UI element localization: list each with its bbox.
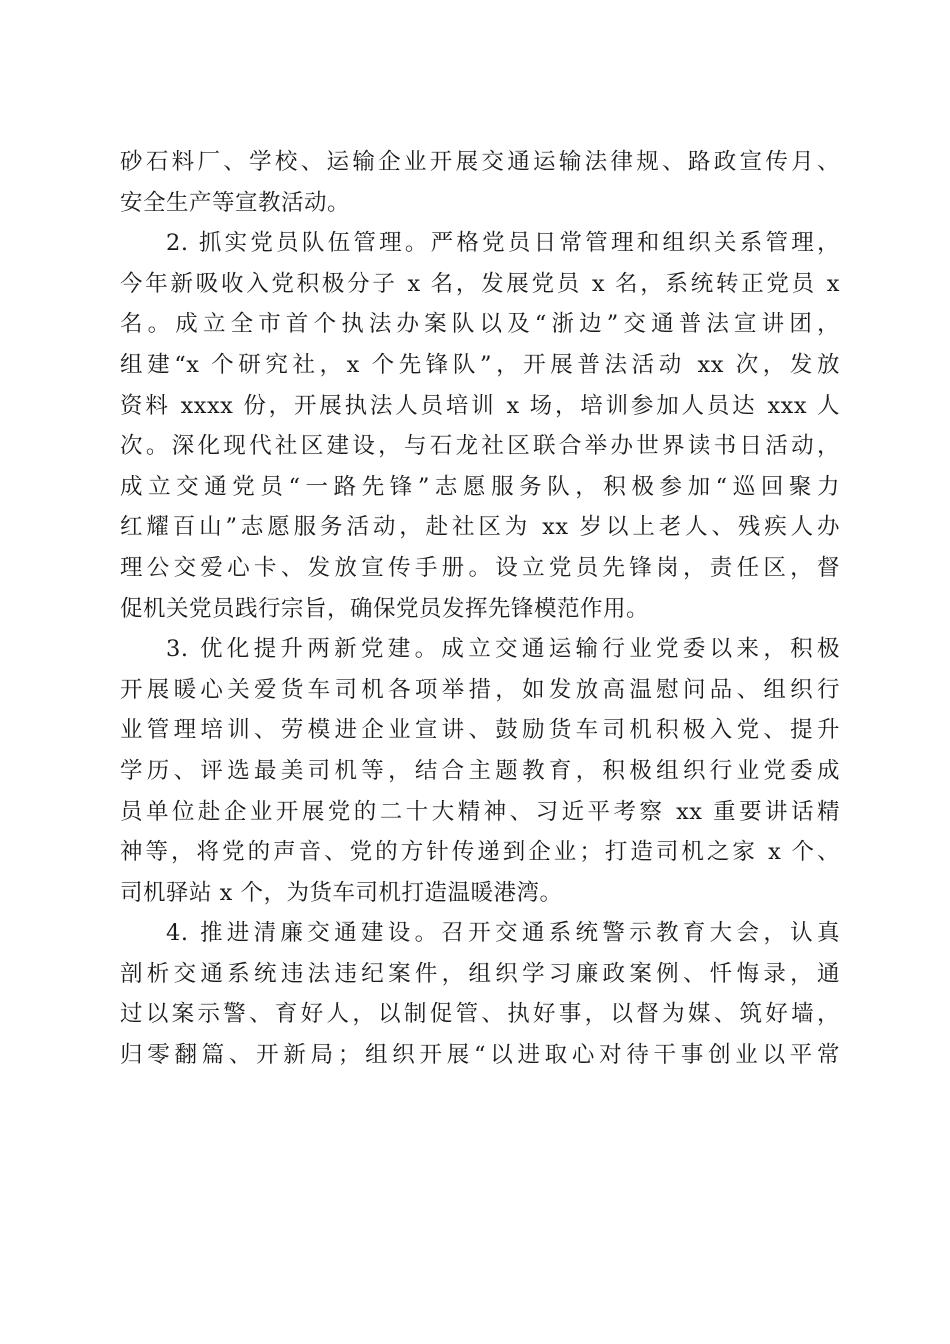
text-line: 学历、评选最美司机等，结合主题教育，积极组织行业党委成 [120,757,840,784]
text-line: 2. 抓实党员队伍管理。严格党员日常管理和组织关系管理， [166,230,840,257]
text-line: 神等，将党的声音、党的方针传递到企业；打造司机之家 x 个、 [120,839,840,866]
paragraph-party-member-management [120,223,840,629]
text-line: 4. 推进清廉交通建设。召开交通系统警示教育大会，认真 [166,920,840,947]
text-line: 红耀百山”志愿服务活动，赴社区为 xx 岁以上老人、残疾人办 [120,514,840,541]
paragraph-clean-transport [120,913,840,1075]
text-line: 归零翻篇、开新局；组织开展“以进取心对待干事创业以平常 [120,1042,840,1069]
text-line: 资料 xxxx 份，开展执法人员培训 x 场，培训参加人员达 xxx 人 [120,392,840,419]
text-line: 司机驿站 x 个，为货车司机打造温暖港湾。 [120,879,563,906]
text-line: 员单位赴企业开展党的二十大精神、习近平考察 xx 重要讲话精 [120,798,840,825]
text-line: 安全生产等宣教活动。 [120,189,351,216]
text-line: 业管理培训、劳模进企业宣讲、鼓励货车司机积极入党、提升 [120,717,840,744]
document-body [120,142,840,1076]
paragraph-continuation [120,142,840,223]
text-line: 3. 优化提升两新党建。成立交通运输行业党委以来，积极 [166,636,840,663]
text-line: 组建“x 个研究社，x 个先锋队”，开展普法活动 xx 次，发放 [120,351,840,378]
text-line: 砂石料厂、学校、运输企业开展交通运输法律规、路政宣传月、 [120,149,840,175]
text-line: 名。成立全市首个执法办案队以及“浙边”交通普法宣讲团， [120,311,840,338]
text-line: 理公交爱心卡、发放宣传手册。设立党员先锋岗，责任区，督 [120,554,840,581]
text-line: 今年新吸收入党积极分子 x 名，发展党员 x 名，系统转正党员 x [120,270,840,297]
text-line: 剖析交通系统违法违纪案件，组织学习廉政案例、忏悔录，通 [120,960,840,987]
text-line: 成立交通党员“一路先锋”志愿服务队，积极参加“巡回聚力 [120,473,840,500]
paragraph-two-new-party-building [120,629,840,913]
text-line: 促机关党员践行宗旨，确保党员发挥先锋模范作用。 [120,595,650,622]
text-line: 次。深化现代社区建设，与石龙社区联合举办世界读书日活动， [120,433,840,460]
text-line: 过以案示警、育好人，以制促管、执好事，以督为媒、筑好墙， [120,1001,840,1028]
text-line: 开展暖心关爱货车司机各项举措，如发放高温慰问品、组织行 [120,676,840,703]
